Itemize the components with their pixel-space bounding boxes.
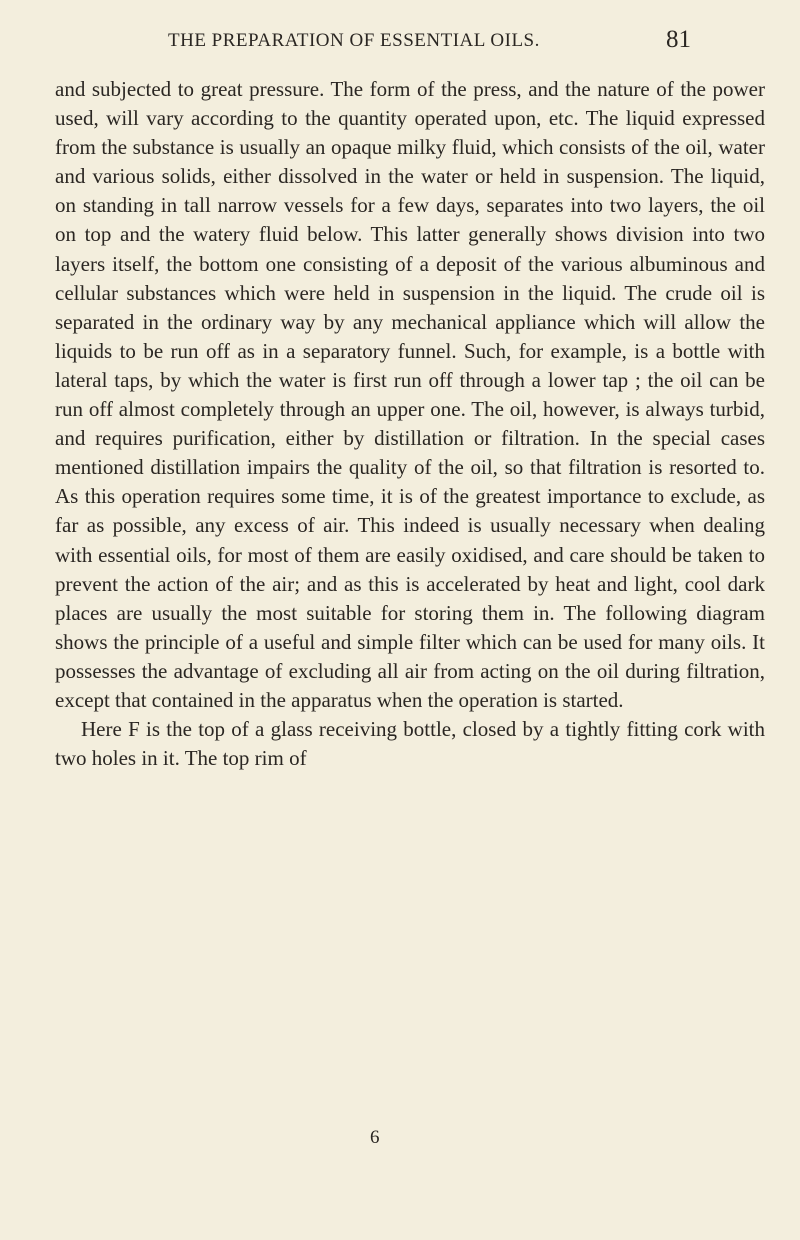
paragraph-continued: and subjected to great pressure. The form of the press, and the nature of the power used, will vary according to the quantity operated upon, etc. The liquid expressed from the substance is usually an opaque milky fluid, which consists of the oil, water and various solids, either dissolved in the water or held in suspension. The liquid, on standing in tall narrow vessels for a few days, separates into two layers, the oil on top and the watery fluid below. This latter generally shows division into two layers itself, the bottom one consisting of a deposit of the various albuminous and cellular substances which were held in suspension in the liquid. The crude oil is separated in the ordinary way by any mechanical appliance which will allow the liquids to be run off as in a separatory funnel. Such, for example, is a bottle with lateral taps, by which the water is first run off through a lower tap ; the oil can be run off almost completely through an upper one. The oil, however, is always turbid, and requires purification, either by distillation or filtration. In the special cases mentioned distillation impairs the quality of the oil, so that filtration is resorted to. As this operation requires some time, it is of the greatest importance to exclude, as far as possible, any excess of air. This indeed is usually necessary when dealing with essential oils, for most of them are easily oxidised, and care should be taken to prevent the action of the air; and as this is accelerated by heat and light, cool dark places are usually the most suitable for storing them in. The following diagram shows the principle of a useful and simple filter which can be used for many oils. It possesses the advantage of excluding all air from acting on the oil during filtration, except that contained in the apparatus when the operation is started. xyxy=(55,77,765,712)
page-number: 81 xyxy=(666,26,691,53)
body-text xyxy=(55,75,765,773)
paragraph-filter-description: Here F is the top of a glass receiving bottle, closed by a tightly fitting cork with two holes in it. The top rim of xyxy=(55,717,765,771)
running-head xyxy=(0,26,800,60)
signature-mark: 6 xyxy=(370,1127,380,1148)
running-title: THE PREPARATION OF ESSENTIAL OILS. xyxy=(168,30,540,51)
